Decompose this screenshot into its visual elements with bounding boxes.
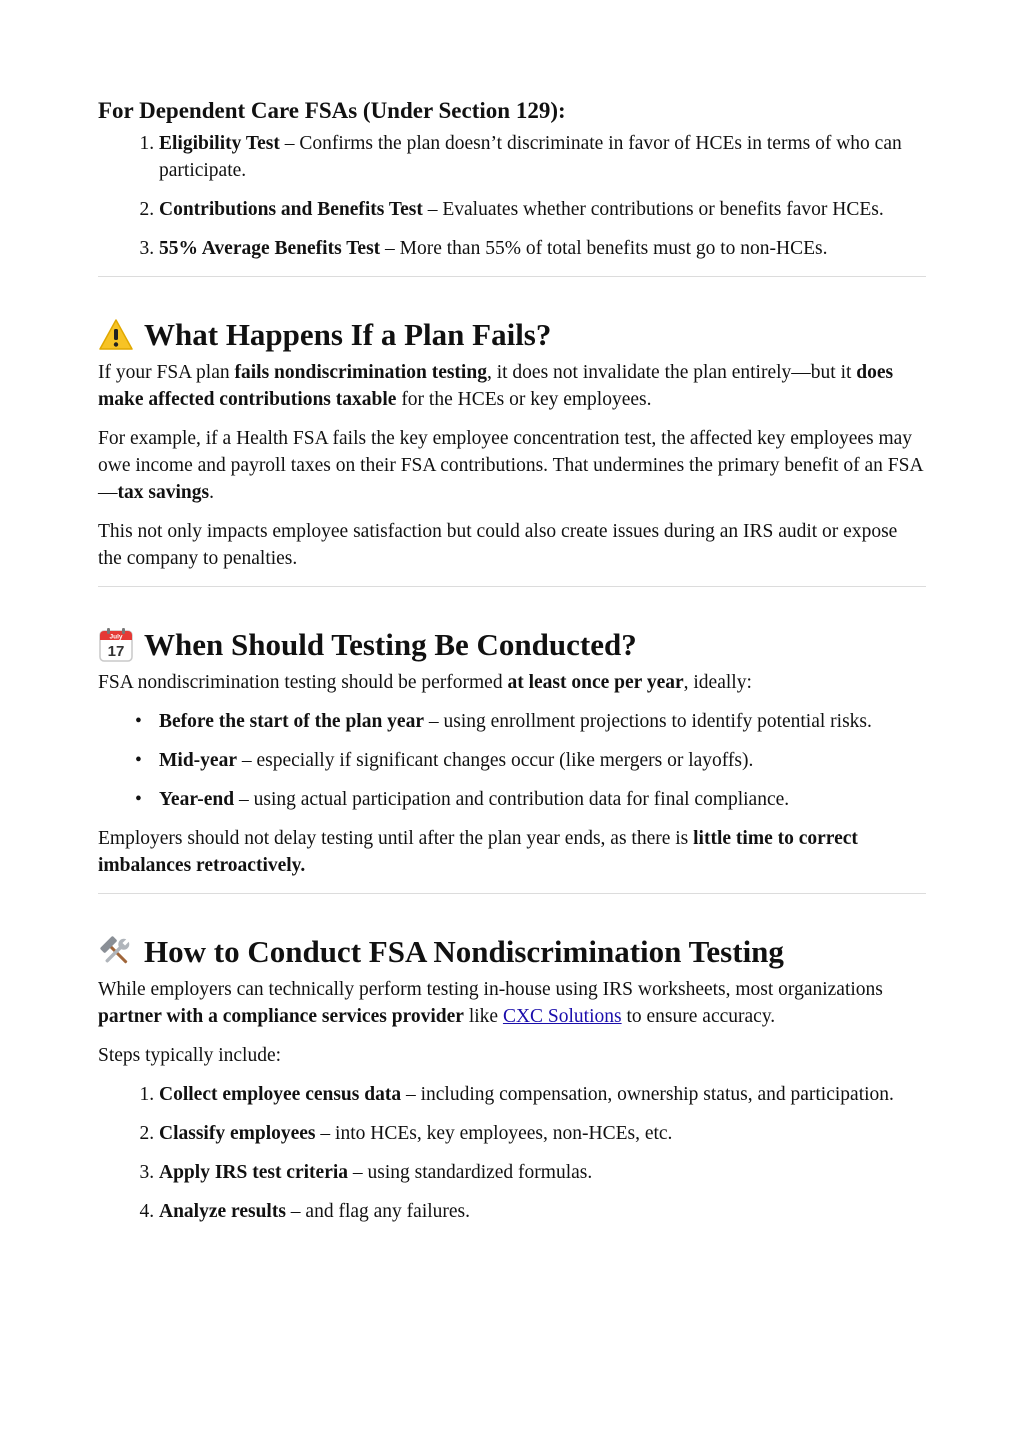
paragraph: [98, 359, 926, 413]
list-item: [159, 130, 926, 184]
list-item: [159, 1120, 926, 1147]
list-item: [159, 196, 926, 223]
dependent-care-heading: For Dependent Care FSAs (Under Section 129):: [98, 98, 566, 123]
bold-text: tax savings: [117, 482, 210, 503]
item-text: – using actual participation and contribution data for final compliance.: [234, 789, 790, 810]
paragraph: [98, 425, 926, 506]
section-divider: [98, 893, 926, 894]
calendar-day: 17: [107, 643, 125, 660]
list-item: [159, 1198, 926, 1225]
tools-icon: [98, 934, 134, 970]
paragraph: [98, 825, 926, 879]
text-run: like: [463, 1006, 503, 1027]
text-run: If your FSA plan: [98, 362, 235, 383]
text-run: While employers can technically perform testing in-house using IRS worksheets, most organizations: [98, 979, 883, 1000]
warning-icon: [98, 317, 134, 353]
section-heading-how: [98, 932, 926, 972]
list-item: [135, 786, 926, 813]
heading-text: When Should Testing Be Conducted?: [144, 627, 637, 662]
item-text: – including compensation, ownership status, and participation.: [401, 1084, 894, 1105]
paragraph: Steps typically include:: [98, 1045, 282, 1066]
cxc-solutions-link[interactable]: CXC Solutions: [502, 1006, 622, 1027]
text-run: , ideally:: [683, 672, 752, 693]
text-run: to ensure accuracy.: [621, 1006, 776, 1027]
section-divider: [98, 276, 926, 277]
item-text: – More than 55% of total benefits must go to non-HCEs.: [380, 238, 828, 259]
item-text: – Evaluates whether contributions or benefits favor HCEs.: [422, 199, 884, 220]
item-title: Mid-year: [159, 750, 237, 771]
text-run: , it does not invalidate the plan entirely—but it: [486, 362, 857, 383]
item-title: Analyze results: [159, 1201, 286, 1222]
paragraph: [98, 669, 926, 696]
bold-text: at least once per year: [507, 672, 684, 693]
list-item: [135, 708, 926, 735]
item-title: 55% Average Benefits Test: [159, 238, 381, 259]
section-heading-when: [98, 625, 926, 665]
item-text: – and flag any failures.: [285, 1201, 471, 1222]
item-title: Apply IRS test criteria: [159, 1162, 349, 1183]
paragraph: [98, 976, 926, 1030]
list-item: [135, 747, 926, 774]
timing-list: [98, 708, 926, 813]
bold-text: does make affected contributions taxable: [98, 362, 894, 410]
bold-text: partner with a compliance services provider: [98, 1006, 464, 1027]
text-run: FSA nondiscrimination testing should be performed: [98, 672, 508, 693]
heading-text: What Happens If a Plan Fails?: [144, 317, 552, 352]
item-text: – using enrollment projections to identify potential risks.: [424, 711, 872, 732]
item-title: Year-end: [159, 789, 235, 810]
item-text: – into HCEs, key employees, non-HCEs, etc.: [315, 1123, 673, 1144]
item-text: – Confirms the plan doesn’t discriminate in favor of HCEs in terms of who can participate.: [159, 133, 902, 181]
dependent-care-list: [98, 130, 926, 262]
bullet: •: [135, 789, 142, 810]
heading-text: How to Conduct FSA Nondiscrimination Testing: [144, 934, 784, 969]
calendar-icon: [98, 627, 134, 663]
bullet: •: [135, 750, 142, 771]
item-title: Contributions and Benefits Test: [159, 199, 423, 220]
item-title: Collect employee census data: [159, 1084, 402, 1105]
bold-text: little time to correct imbalances retroactively.: [98, 828, 858, 876]
list-item: [159, 235, 926, 262]
item-text: – using standardized formulas.: [348, 1162, 593, 1183]
text-run: For example, if a Health FSA fails the key employee concentration test, the affected key employees may owe income and payroll taxes on their FSA contributions. That undermines the primary benefit of an FSA—: [98, 428, 924, 503]
item-title: Before the start of the plan year: [159, 711, 424, 732]
text-run: Employers should not delay testing until after the plan year ends, as there is: [98, 828, 694, 849]
item-title: Eligibility Test: [159, 133, 280, 154]
list-item: [159, 1159, 926, 1186]
paragraph: This not only impacts employee satisfaction but could also create issues during an IRS audit or expose the company to penalties.: [98, 521, 898, 569]
item-text: – especially if significant changes occur (like mergers or layoffs).: [236, 750, 754, 771]
bullet: •: [135, 711, 142, 732]
bold-text: fails nondiscrimination testing: [234, 362, 487, 383]
steps-list: [98, 1081, 926, 1225]
list-item: [159, 1081, 926, 1108]
text-run: for the HCEs or key employees.: [396, 389, 652, 410]
text-run: .: [209, 482, 214, 503]
section-heading-fails: [98, 315, 926, 355]
item-title: Classify employees: [159, 1123, 316, 1144]
section-divider: [98, 586, 926, 587]
calendar-month: July: [109, 633, 123, 641]
